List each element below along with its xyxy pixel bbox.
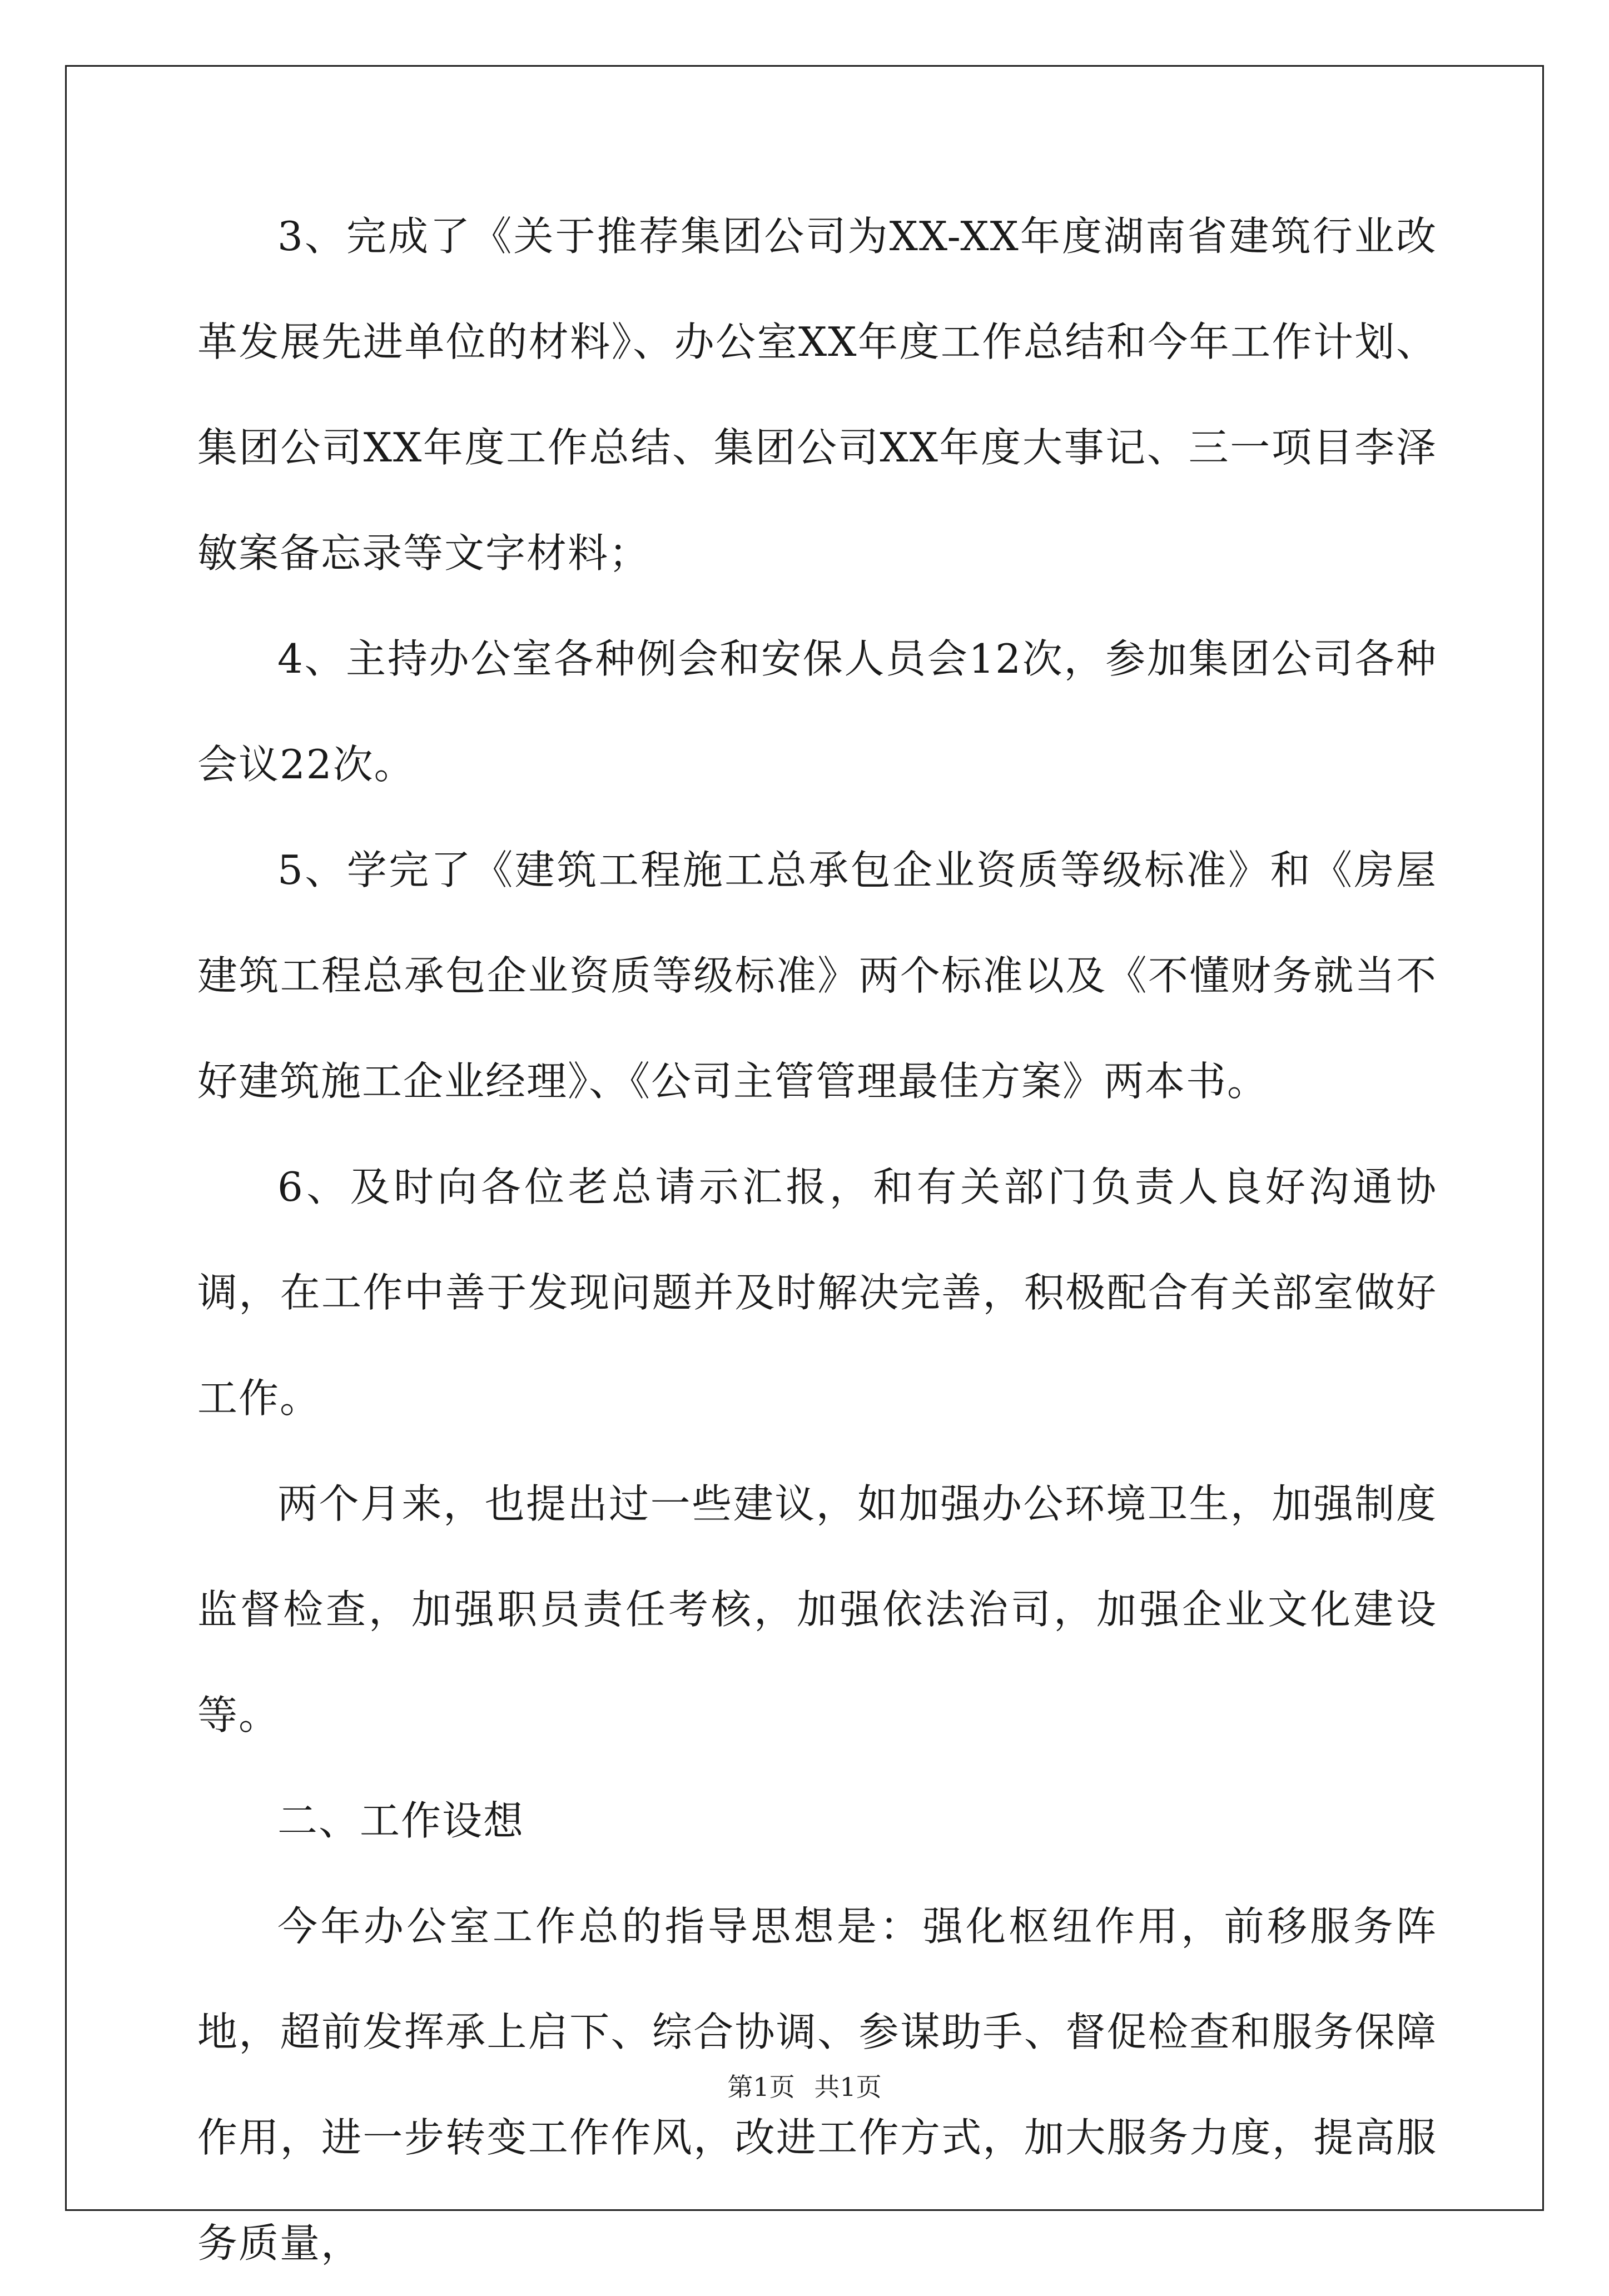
document-body <box>197 183 1437 2296</box>
page-number: 第1页 <box>727 2072 795 2102</box>
paragraph-item-3: 3、完成了《关于推荐集团公司为XX-XX年度湖南省建筑行业改革发展先进单位的材料》、办公室XX年度工作总结和今年工作计划、集团公司XX年度工作总结、集团公司XX年度大事记、三一项目李泽敏案备忘录等文字材料； <box>197 213 1437 577</box>
paragraph-suggestions: 两个月来，也提出过一些建议，如加强办公环境卫生，加强制度监督检查，加强职员责任考核，加强依法治司，加强企业文化建设等。 <box>197 1480 1437 1738</box>
page-total: 共1页 <box>814 2072 882 2102</box>
section-heading-work-plan: 二、工作设想 <box>277 1797 525 1844</box>
paragraph-item-6: 6、及时向各位老总请示汇报，和有关部门负责人良好沟通协调，在工作中善于发现问题并及时解决完善，积极配合有关部室做好工作。 <box>197 1164 1437 1422</box>
paragraph-item-5: 5、学完了《建筑工程施工总承包企业资质等级标准》和《房屋建筑工程总承包企业资质等级标准》两个标准以及《不懂财务就当不好建筑施工企业经理》、《公司主管管理最佳方案》两本书。 <box>197 847 1437 1105</box>
paragraph-guiding-idea: 今年办公室工作总的指导思想是：强化枢纽作用，前移服务阵地，超前发挥承上启下、综合协调、参谋助手、督促检查和服务保障作用，进一步转变工作作风，改进工作方式，加大服务力度，提高服务质量， <box>197 1903 1437 2267</box>
paragraph-item-4: 4、主持办公室各种例会和安保人员会12次，参加集团公司各种会议22次。 <box>197 635 1437 788</box>
page-footer <box>0 2067 1609 2104</box>
